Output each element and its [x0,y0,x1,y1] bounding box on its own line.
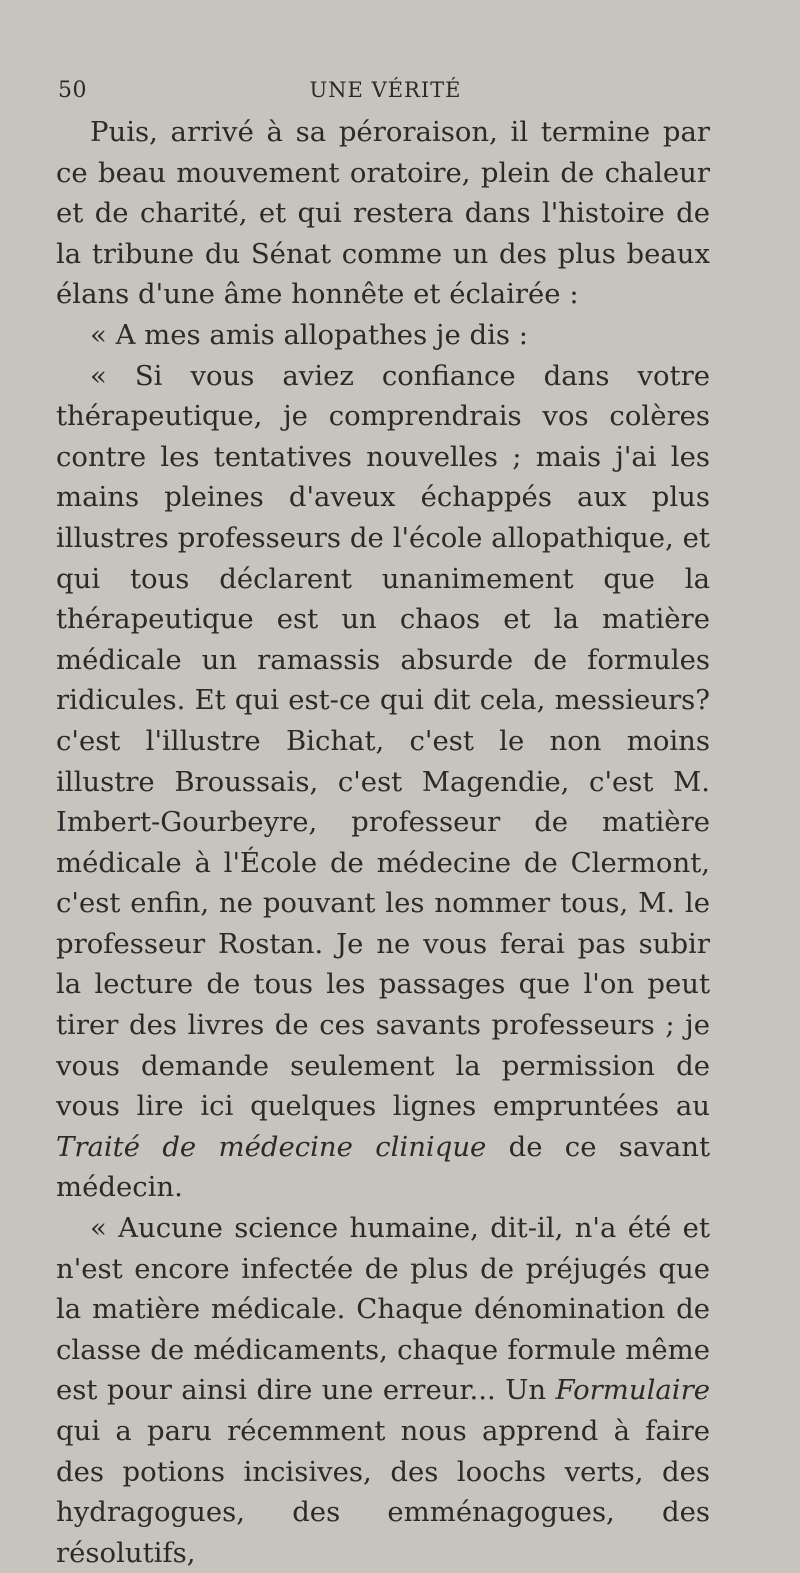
running-title: UNE VÉRITÉ [309,78,462,102]
paragraph-3-text-b: de ce savant médecin. [56,1130,710,1204]
running-head [58,78,713,108]
paragraph-4-text-b: qui a paru récemment nous apprend à faire des potions incisives, des loochs verts, des hydragogues, des emménagogues, des résolutifs, [56,1415,710,1569]
page-number: 50 [58,78,87,103]
paragraph-4-text-a: « Aucune science humaine, dit-il, n'a été et n'est encore infectée de plus de préjugés que la matière médicale. Chaque dénomination de classe de médicaments, chaque formule même est pour ainsi dire une erreur... Un [56,1212,710,1407]
paragraph-1: Puis, arrivé à sa péroraison, il termine par ce beau mouvement oratoire, plein de chaleur et de charité, et qui restera dans l'histoire de la tribune du Sénat comme un des plus beaux élans d'une âme honnête et éclairée : [56,116,710,311]
paragraph-3 [56,356,710,1208]
body-text [56,112,710,1573]
paragraph-4 [56,1208,710,1573]
formulaire-italic: Formulaire [555,1374,710,1407]
paragraph-3-text-a: « Si vous aviez confiance dans votre thérapeutique, je comprendrais vos colères contre les tentatives nouvelles ; mais j'ai les mains pleines d'aveux échappés aux plus illustres professeurs de l'école allopathique, et qui tous déclarent unanimement que la thérapeutique est un chaos et la matière médicale un ramassis absurde de formules ridicules. Et qui est-ce qui dit cela, messieurs? c'est l'illustre Bichat, c'est le non moins illustre Broussais, c'est Magendie, c'est M. Imbert-Gourbeyre, professeur de matière médicale à l'École de médecine de Clermont, c'est enfin, ne pouvant les nommer tous, M. le professeur Rostan. Je ne vous ferai pas subir la lecture de tous les passages que l'on peut tirer des livres de ces savants professeurs ; je vous demande seulement la permission de vous lire ici quelques lignes empruntées au [56,359,710,1123]
book-title-italic: Traité de médecine clinique [56,1130,487,1163]
paragraph-2: « A mes amis allopathes je dis : [90,318,528,351]
